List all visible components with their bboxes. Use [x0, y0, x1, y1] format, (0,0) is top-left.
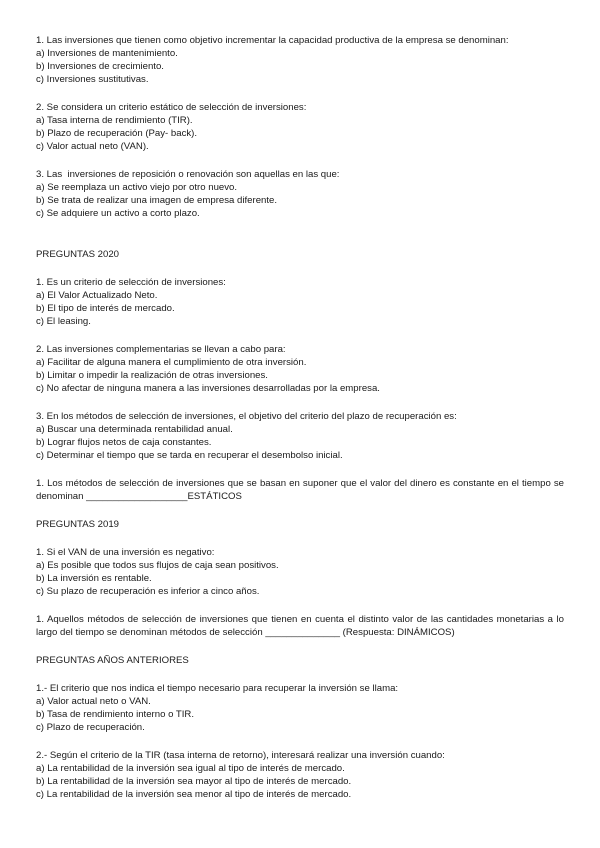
answer-option: a) La rentabilidad de la inversión sea igual al tipo de interés de mercado.: [36, 763, 345, 774]
question-block: [36, 749, 564, 801]
question-text: 2.- Según el criterio de la TIR (tasa interna de retorno), interesará realizar una inversión cuando:: [36, 750, 445, 761]
answer-option: b) La rentabilidad de la inversión sea mayor al tipo de interés de mercado.: [36, 776, 352, 787]
section-heading-previous-years: PREGUNTAS AÑOS ANTERIORES: [36, 655, 189, 666]
answer-option: c) La rentabilidad de la inversión sea menor al tipo de interés de mercado.: [36, 789, 352, 800]
question-block: [36, 546, 564, 598]
fill-in-question: 1. Los métodos de selección de inversiones que se basan en suponer que el valor del dinero es constante en el tiempo se denominan ___________________ESTÁTICOS: [36, 478, 564, 502]
section-heading-2019: PREGUNTAS 2019: [36, 519, 119, 530]
answer-option: b) Tasa de rendimiento interno o TIR.: [36, 709, 195, 720]
answer-option: c) Su plazo de recuperación es inferior a cinco años.: [36, 586, 260, 597]
answer-option: a) Facilitar de alguna manera el cumplimiento de otra inversión.: [36, 357, 307, 368]
answer-option: a) Buscar una determinada rentabilidad anual.: [36, 424, 233, 435]
answer-option: c) Determinar el tiempo que se tarda en recuperar el desembolso inicial.: [36, 450, 343, 461]
answer-option: c) Se adquiere un activo a corto plazo.: [36, 208, 200, 219]
question-text: 1.- El criterio que nos indica el tiempo necesario para recuperar la inversión se llama:: [36, 683, 399, 694]
answer-option: b) El tipo de interés de mercado.: [36, 303, 175, 314]
question-text: 1. Es un criterio de selección de inversiones:: [36, 277, 226, 288]
answer-option: c) No afectar de ninguna manera a las inversiones desarrolladas por la empresa.: [36, 383, 380, 394]
question-text: 3. En los métodos de selección de inversiones, el objetivo del criterio del plazo de recuperación es:: [36, 411, 457, 422]
answer-option: a) Se reemplaza un activo viejo por otro nuevo.: [36, 182, 238, 193]
question-block: [36, 34, 564, 86]
answer-option: a) Valor actual neto o VAN.: [36, 696, 151, 707]
question-block: [36, 168, 564, 220]
question-block: [36, 101, 564, 153]
question-text: 1. Si el VAN de una inversión es negativo:: [36, 547, 215, 558]
answer-option: b) Lograr flujos netos de caja constantes.: [36, 437, 212, 448]
answer-option: a) Inversiones de mantenimiento.: [36, 48, 178, 59]
fill-in-question: 1. Aquellos métodos de selección de inversiones que tienen en cuenta el distinto valor de las cantidades monetarias a lo largo del tiempo se denominan métodos de selección ______________ (Respuesta: DINÁMICOS): [36, 614, 564, 638]
question-text: 3. Las inversiones de reposición o renovación son aquellas en las que:: [36, 169, 340, 180]
answer-option: a) Tasa interna de rendimiento (TIR).: [36, 115, 193, 126]
answer-option: b) Inversiones de crecimiento.: [36, 61, 164, 72]
question-block: [36, 410, 564, 462]
answer-option: b) La inversión es rentable.: [36, 573, 152, 584]
answer-option: a) El Valor Actualizado Neto.: [36, 290, 158, 301]
answer-option: a) Es posible que todos sus flujos de caja sean positivos.: [36, 560, 279, 571]
answer-option: c) Inversiones sustitutivas.: [36, 74, 149, 85]
question-text: 1. Las inversiones que tienen como objetivo incrementar la capacidad productiva de la empresa se denominan:: [36, 35, 509, 46]
document-page: [36, 34, 564, 801]
question-block: [36, 682, 564, 734]
section-heading-2020: PREGUNTAS 2020: [36, 249, 119, 260]
answer-option: c) Plazo de recuperación.: [36, 722, 145, 733]
answer-option: b) Se trata de realizar una imagen de empresa diferente.: [36, 195, 278, 206]
question-text: 2. Las inversiones complementarias se llevan a cabo para:: [36, 344, 286, 355]
answer-option: b) Plazo de recuperación (Pay- back).: [36, 128, 198, 139]
question-text: 2. Se considera un criterio estático de selección de inversiones:: [36, 102, 307, 113]
answer-option: b) Limitar o impedir la realización de otras inversiones.: [36, 370, 268, 381]
answer-option: c) Valor actual neto (VAN).: [36, 141, 149, 152]
question-block: [36, 276, 564, 328]
question-block: [36, 343, 564, 395]
answer-option: c) El leasing.: [36, 316, 91, 327]
